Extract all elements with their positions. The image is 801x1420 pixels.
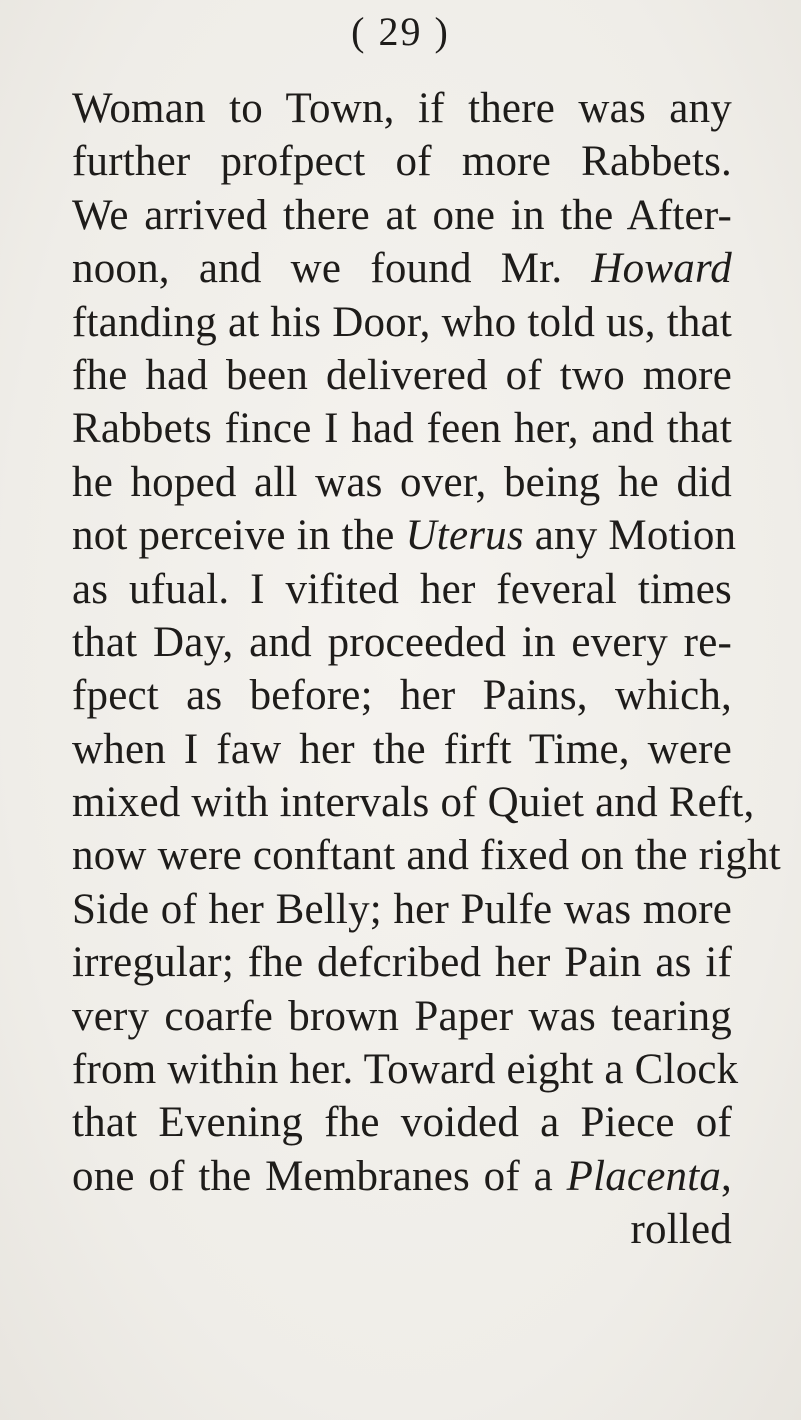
text-line [72,829,781,882]
body-text [72,82,781,1257]
text-line [72,669,732,722]
text-segment: Woman to Town, if there was any [72,85,732,132]
text-line [72,776,755,829]
text-line [72,82,732,135]
text-segment: very coarfe brown Paper was tearing [72,992,732,1040]
text-segment: rolled [630,1206,732,1254]
italic-text: Howard [591,245,732,293]
text-line [72,242,732,295]
text-segment: now were conftant and fixed on the right [72,832,781,880]
text-segment: as ufual. I vifited her feveral times [72,565,732,613]
italic-text: Uterus [405,512,524,560]
text-line [72,936,732,989]
text-segment: Rabbets fince I had feen her, and that [72,405,732,453]
text-line [72,1043,739,1096]
text-line [72,723,732,776]
text-line [72,990,732,1043]
text-segment: when I faw her the firft Time, were [72,725,732,773]
text-segment: one of the Membranes of a [72,1152,567,1200]
text-segment: irregular; fhe defcribed her Pain as if [72,939,732,987]
text-segment: he hoped all was over, being he did [72,458,732,506]
text-segment: that Evening fhe voided a Piece of [72,1099,732,1147]
text-segment: not perceive in the [72,512,406,560]
text-segment: noon, and we found Mr. [72,245,592,293]
text-segment: We arrived there at one in the After- [72,191,732,239]
text-segment: Side of her Belly; her Pulfe was more [72,885,732,933]
text-segment: fpect as before; her Pains, which, [72,672,732,720]
text-line [72,402,732,455]
text-segment: fhe had been delivered of two more [72,351,732,399]
text-line [72,563,732,616]
page-number: ( 29 ) [351,9,450,54]
text-line [72,883,732,936]
text-segment: any Motion [523,512,737,560]
text-line [72,456,732,509]
text-segment: from within her. Toward eight a Clock [72,1046,739,1094]
text-line [72,296,732,349]
text-line [72,616,732,669]
text-line [72,349,732,402]
text-line [72,509,737,562]
text-segment: ftanding at his Door, who told us, that [72,298,732,346]
text-line [72,189,732,242]
text-line [72,1150,732,1203]
text-line [72,135,732,188]
italic-text: Placenta [566,1152,722,1200]
text-line [72,1096,732,1149]
text-segment: further profpect of more Rabbets. [72,138,732,186]
text-line [72,1203,732,1256]
text-segment: mixed with intervals of Quiet and Reft, [72,779,755,827]
text-segment: that Day, and proceeded in every re- [72,618,732,666]
text-segment: , [721,1152,732,1200]
